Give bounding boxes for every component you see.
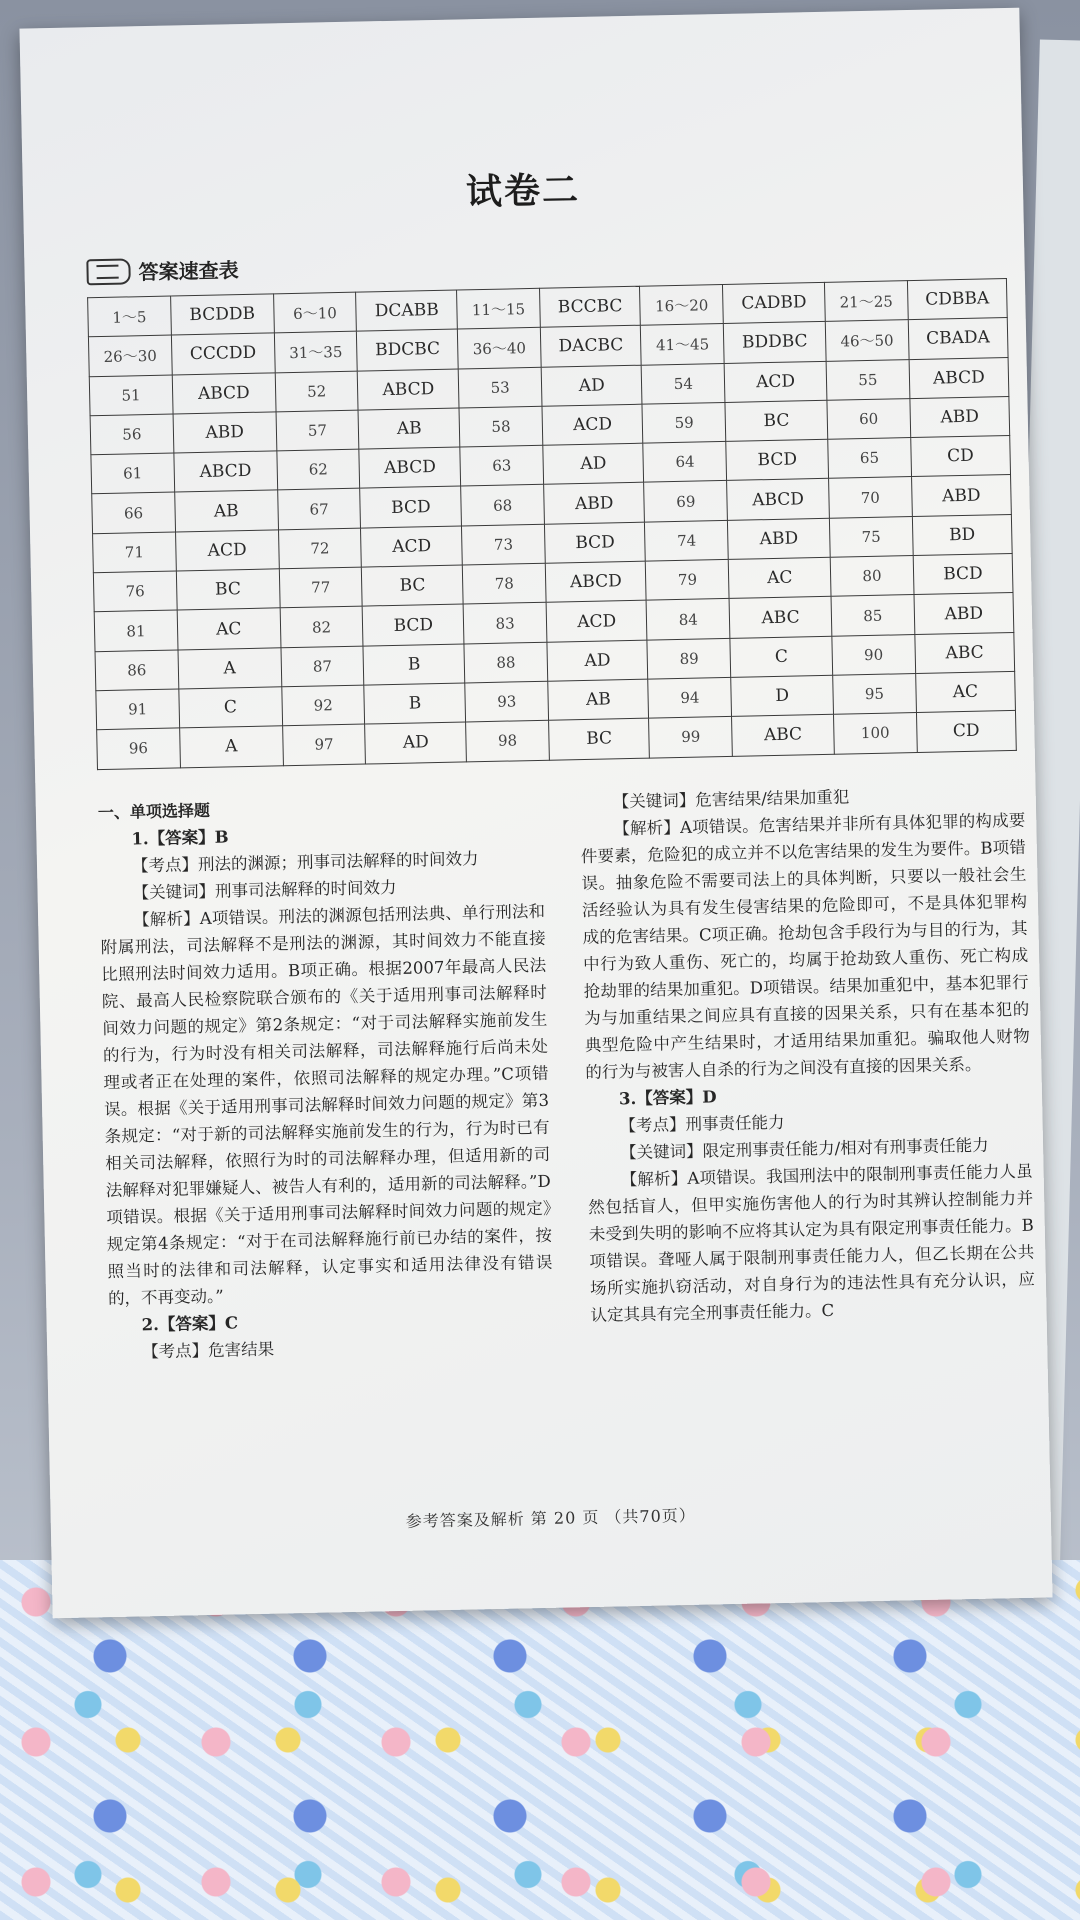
page-footer: 参考答案及解析 第 20 页 （共70页） <box>405 1505 696 1531</box>
answer-cell: ABD <box>173 412 277 453</box>
question-number-cell: 69 <box>644 481 728 522</box>
q2-analysis: 【解析】A项错误。危害结果并非所有具体犯罪的构成要件要素，危险犯的成立并不以危害结果的发生为要件。B项错误。抽象危险不需要司法上的具体判断，只要以一般社会生活经验认为具有发生侵害结果的危险即可，不是具体犯罪构成的危害结果。C项正确。抢劫包含手段行为与目的行为，其中行为致人重伤、死亡的，均属于抢劫致人重伤、死亡构成抢劫罪的结果加重犯。D项错误。结果加重犯中，基本犯罪行为与加重结果之间应具有直接的因果关系，只有在基本犯的典型危险中产生结果时，才适用结果加重犯。骗取他人财物的行为与被害人自杀的行为之间没有直接的因果关系。 <box>580 810 1030 1083</box>
question-number-cell: 75 <box>829 516 913 557</box>
answer-cell: AC <box>915 671 1015 712</box>
answer-cell: A <box>179 726 283 767</box>
answer-cell: ABC <box>729 597 832 638</box>
question-number-cell: 92 <box>281 685 365 726</box>
question-number-cell: 26～30 <box>88 335 172 376</box>
question-number-cell: 62 <box>276 449 360 490</box>
question-number-cell: 72 <box>278 528 362 569</box>
answer-cell: ACD <box>361 526 463 567</box>
question-number-cell: 64 <box>643 442 727 483</box>
question-number-cell: 96 <box>97 728 181 769</box>
answer-cell: AB <box>548 679 649 720</box>
question-number-cell: 77 <box>279 567 363 608</box>
question-number-cell: 68 <box>461 485 545 526</box>
answer-cell: AD <box>541 365 642 406</box>
answer-cell: C <box>730 636 833 677</box>
q3-keyword: 【关键词】限定刑事责任能力/相对有刑事责任能力 <box>619 1135 989 1163</box>
question-number-cell: 76 <box>93 571 177 612</box>
answer-cell: BCD <box>363 604 465 645</box>
question-number-cell: 80 <box>830 556 914 597</box>
answer-cell: AC <box>177 608 281 649</box>
question-number-cell: 89 <box>647 638 731 679</box>
page-title: 试卷二 <box>465 168 581 214</box>
answer-analysis <box>98 780 1042 1499</box>
q2-answer: 2.【答案】C <box>141 1313 239 1335</box>
left-column <box>98 790 555 1366</box>
answer-cell: ABD <box>544 483 645 524</box>
answer-cell: BCDDB <box>170 294 274 335</box>
answer-cell: ACD <box>542 404 643 445</box>
answer-cell: ACD <box>724 361 827 402</box>
answer-cell: BD <box>912 514 1012 555</box>
document-page <box>19 8 1052 1619</box>
question-number-cell: 70 <box>829 477 913 518</box>
q2-keyword: 【关键词】危害结果/结果加重犯 <box>612 787 850 812</box>
answer-cell: BCD <box>913 554 1013 595</box>
question-number-cell: 85 <box>831 595 915 636</box>
question-number-cell: 98 <box>466 720 550 761</box>
question-number-cell: 81 <box>94 610 178 651</box>
answer-cell: CADBD <box>723 282 826 323</box>
question-number-cell: 74 <box>645 520 729 561</box>
answer-cell: BCD <box>544 522 645 563</box>
answer-cell: BCCBC <box>540 286 641 327</box>
q3-kaodian: 【考点】刑事责任能力 <box>619 1112 785 1136</box>
answer-cell: B <box>364 683 466 724</box>
answer-cell: BC <box>362 565 464 606</box>
question-number-cell: 99 <box>649 717 733 758</box>
right-column <box>580 780 1036 1329</box>
question-number-cell: 97 <box>282 724 366 765</box>
answer-cell: ABCD <box>727 479 830 520</box>
answer-cell: ABD <box>911 475 1011 516</box>
answer-cell: CCCDD <box>171 333 275 374</box>
q1-kaodian: 【考点】刑法的渊源；刑事司法解释的时间效力 <box>131 849 479 876</box>
answer-cell: ABCD <box>174 451 278 492</box>
question-number-cell: 54 <box>642 363 726 404</box>
question-number-cell: 65 <box>828 438 912 479</box>
answer-cell: CDBBA <box>907 279 1007 320</box>
answer-cell: AD <box>547 640 648 681</box>
question-number-cell: 60 <box>827 398 911 439</box>
answer-cell: A <box>178 647 282 688</box>
question-number-cell: 16～20 <box>640 284 724 325</box>
question-number-cell: 55 <box>826 359 910 400</box>
question-number-cell: 88 <box>464 642 548 683</box>
q1-answer: 1.【答案】B <box>131 827 229 849</box>
answer-cell: ABC <box>915 632 1015 673</box>
q1-analysis: 【解析】A项错误。刑法的渊源包括刑法典、单行刑法和附属刑法，司法解释不是刑法的渊源，其时间效力不能直接比照刑法时间效力适用。B项正确。根据2007年最高人民法院、最高人民检察院联合颁布的《关于适用刑事司法解释时间效力问题的规定》第2条规定：“对于司法解释实施前发生的行为，行为时没有相关司法解释，司法解释施行后尚未处理或者正在处理的案件，依照司法解释的规定办理。”C项错误。根据《关于适用刑事司法解释时间效力问题的规定》第3条规定：“对于新的司法解释实施前发生的行为，行为时已有相关司法解释，依照行为时的司法解释办理，但适用新的司法解释对犯罪嫌疑人、被告人有利的，适用新的司法解释。”D项错误。根据《关于适用刑事司法解释时间效力问题的规定》规定第4条规定：“对于在司法解释施行前已办结的案件，按照当时的法律和司法解释，认定事实和适用法律没有错误的，不再变动。” <box>100 901 553 1309</box>
answer-cell: BDDBC <box>724 322 827 363</box>
answer-cell: BC <box>176 569 280 610</box>
question-number-cell: 6～10 <box>273 292 357 333</box>
answer-cell: CD <box>916 711 1016 752</box>
answer-cell: BDCBC <box>357 329 459 370</box>
answer-cell: CBADA <box>908 318 1008 359</box>
question-number-cell: 61 <box>91 453 175 494</box>
answer-cell: ABCD <box>909 357 1009 398</box>
question-number-cell: 90 <box>832 634 916 675</box>
question-number-cell: 58 <box>459 406 543 447</box>
answer-cell: AD <box>365 722 467 763</box>
question-number-cell: 36～40 <box>458 328 542 369</box>
answer-cell: CD <box>910 436 1010 477</box>
q2-kaodian: 【考点】危害结果 <box>141 1339 275 1362</box>
answer-cell: ABCD <box>172 372 276 413</box>
question-number-cell: 21～25 <box>824 281 908 322</box>
pointing-hand-icon <box>86 258 131 285</box>
answer-cell: C <box>179 687 283 728</box>
answer-cell: AD <box>543 443 644 484</box>
question-number-cell: 52 <box>275 371 359 412</box>
answer-cell: BC <box>725 400 828 441</box>
question-number-cell: 84 <box>647 599 731 640</box>
question-number-cell: 53 <box>458 367 542 408</box>
quick-ref-header <box>86 254 239 286</box>
answer-cell: AB <box>358 408 460 449</box>
answer-cell: ABD <box>914 593 1014 634</box>
question-number-cell: 1～5 <box>88 296 172 337</box>
answer-table <box>87 278 1017 770</box>
question-number-cell: 86 <box>95 650 179 691</box>
q3-analysis: 【解析】A项错误。我国刑法中的限制刑事责任能力人虽然包括盲人，但甲实施伤害他人的行为时其辨认控制能力并未受到失明的影响不应将其认定为具有限定刑事责任能力。B项错误。聋哑人属于限制刑事责任能力人，但乙长期在公共场所实施扒窃活动，对自身行为的违法性具有充分认识，应认定其具有完全刑事责任能力。C <box>588 1161 1036 1325</box>
question-number-cell: 56 <box>90 414 174 455</box>
question-number-cell: 73 <box>462 524 546 565</box>
question-number-cell: 63 <box>460 445 544 486</box>
question-number-cell: 66 <box>92 492 176 533</box>
question-number-cell: 87 <box>281 646 365 687</box>
answer-cell: DCABB <box>356 290 458 331</box>
quick-ref-label: 答案速查表 <box>138 258 239 285</box>
answer-cell: AC <box>728 557 831 598</box>
question-number-cell: 79 <box>646 559 730 600</box>
question-number-cell: 51 <box>89 375 173 416</box>
question-number-cell: 46～50 <box>825 320 909 361</box>
question-number-cell: 93 <box>465 681 549 722</box>
question-number-cell: 11～15 <box>457 288 541 329</box>
answer-cell: BCD <box>726 439 829 480</box>
question-number-cell: 95 <box>833 673 917 714</box>
question-number-cell: 94 <box>648 677 732 718</box>
section-heading: 一、单项选择题 <box>97 800 211 823</box>
question-number-cell: 78 <box>462 563 546 604</box>
answer-cell: ACD <box>175 530 279 571</box>
question-number-cell: 59 <box>642 402 726 443</box>
answer-cell: ACD <box>546 601 647 642</box>
q1-keyword: 【关键词】刑事司法解释的时间效力 <box>132 877 397 903</box>
answer-cell: BCD <box>360 486 462 527</box>
answer-cell: ABCD <box>358 369 460 410</box>
question-number-cell: 31～35 <box>274 331 358 372</box>
question-number-cell: 83 <box>463 603 547 644</box>
q3-answer: 3.【答案】D <box>618 1087 717 1109</box>
question-number-cell: 67 <box>277 489 361 530</box>
question-number-cell: 100 <box>833 713 917 754</box>
question-number-cell: 57 <box>276 410 360 451</box>
question-number-cell: 82 <box>280 606 364 647</box>
answer-cell: ABC <box>732 715 835 756</box>
answer-cell: ABD <box>728 518 831 559</box>
answer-cell: BC <box>549 718 650 759</box>
answer-cell: D <box>731 675 834 716</box>
answer-cell: ABCD <box>359 447 461 488</box>
answer-cell: AB <box>175 490 279 531</box>
answer-cell: ABD <box>910 396 1010 437</box>
question-number-cell: 41～45 <box>641 324 725 365</box>
answer-cell: ABCD <box>545 561 646 602</box>
question-number-cell: 91 <box>96 689 180 730</box>
question-number-cell: 71 <box>93 532 177 573</box>
answer-cell: B <box>363 644 465 685</box>
answer-cell: DACBC <box>540 325 641 366</box>
